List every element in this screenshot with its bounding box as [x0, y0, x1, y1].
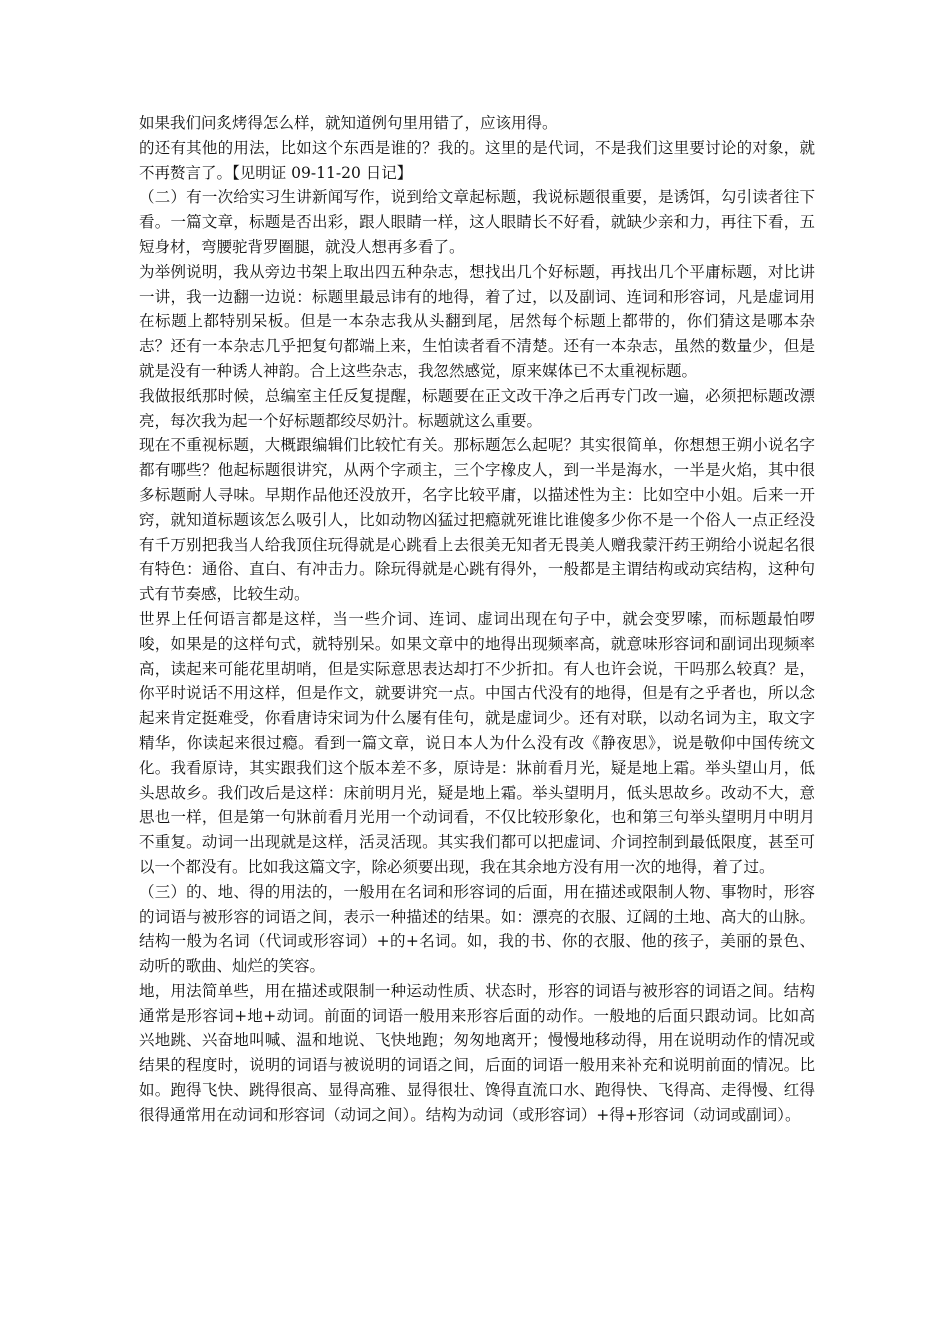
paragraph-section-two-intro: （二）有一次给实习生讲新闻写作，说到给文章起标题，我说标题很重要，是诱饵，勾引读者往下看。一篇文章，标题是否出彩，跟人眼睛一样，这人眼睛长不好看，就缺少亲和力，再往下看，五短身材，弯腰驼背罗圈腿，就没人想再多看了。 — [139, 188, 815, 256]
paragraph-other-usages: 的还有其他的用法，比如这个东西是谁的？我的。这里的是代词，不是我们这里要讨论的对象，就不再赘言了。【见明证 09-11-20 日记】 — [139, 138, 815, 182]
paragraph-di-and-de-usage: 地，用法简单些，用在描述或限制一种运动性质、状态时，形容的词语与被形容的词语之间。结构通常是形容词+地+动词。前面的词语一般用来形容后面的动作。一般地的后面只跟动词。比如高兴地跳、兴奋地叫喊、温和地说、飞快地跑；匆匆地离开；慢慢地移动得，用在说明动作的情况或结果的程度时，说明的词语与被说明的词语之间，后面的词语一般用来补充和说明前面的情况。比如。跑得飞快、跳得很高、显得高雅、显得很壮、馋得直流口水、跑得快、飞得高、走得慢、红得很得通常用在动词和形容词（动词之间）。结构为动词（或形容词）+得+形容词（动词或副词）。 — [139, 981, 815, 1124]
paragraph-grilled-usage: 如果我们问炙烤得怎么样，就知道例句里用错了，应该用得。 — [139, 114, 558, 132]
paragraph-function-words: 世界上任何语言都是这样，当一些介词、连词、虚词出现在句子中，就会变罗嗦，而标题最怕啰唆，如果是的这样句式，就特别呆。如果文章中的地得出现频率高，就意味形容词和副词出现频率高，读起来可能花里胡哨，但是实际意思表达却打不少折扣。有人也许会说，干吗那么较真？是，你平时说话不用这样，但是作文，就要讲究一点。中国古代没有的地得，但是有之乎者也，所以念起来肯定挺难受，你看唐诗宋词为什么屡有佳句，就是虚词少。还有对联，以动名词为主，取文字精华，你读起来很过瘾。看到一篇文章，说日本人为什么没有改《静夜思》，说是敬仰中国传统文化。我看原诗，其实跟我们这个版本差不多，原诗是：牀前看月光，疑是地上霜。举头望山月，低头思故乡。我们改后是这样：床前明月光，疑是地上霜。举头望明月，低头思故乡。改动不大，意思也一样，但是第一句牀前看月光用一个动词看，不仅比较形象化，也和第三句举头望明月中明月不重复。动词一出现就是这样，活灵活现。其实我们都可以把虚词、介词控制到最低限度，甚至可以一个都没有。比如我这篇文字，除必须要出现，我在其余地方没有用一次的地得，着了过。 — [139, 609, 815, 876]
paragraph-wang-shuo-titles: 现在不重视标题，大概跟编辑们比较忙有关。那标题怎么起呢？其实很简单，你想想王朔小说名字都有哪些？他起标题很讲究，从两个字顽主，三个字橡皮人，到一半是海水，一半是火焰，其中很多标题耐人寻味。早期作品他还没放开，名字比较平庸，以描述性为主：比如空中小姐。后来一开窍，就知道标题该怎么吸引人，比如动物凶猛过把瘾就死谁比谁傻多少你不是一个俗人一点正经没有千万别把我当人给我顶住玩得就是心跳看上去很美无知者无畏美人赠我蒙汗药王朔给小说起名很有特色：通俗、直白、有冲击力。除玩得就是心跳有得外，一般都是主谓结构或动宾结构，这种句式有节奏感，比较生动。 — [139, 436, 815, 604]
paragraph-newspaper-memory: 我做报纸那时候，总编室主任反复提醒，标题要在正文改干净之后再专门改一遍，必须把标题改漂亮，每次我为起一个好标题都绞尽奶汁。标题就这么重要。 — [139, 386, 815, 430]
document-body — [139, 111, 815, 1128]
paragraph-magazine-examples: 为举例说明，我从旁边书架上取出四五种杂志，想找出几个好标题，再找出几个平庸标题，对比讲一讲，我一边翻一边说：标题里最忌讳有的地得，着了过，以及副词、连词和形容词，凡是虚词用在标题上都特别呆板。但是一本杂志我从头翻到尾，居然每个标题上都带的，你们猜这是哪本杂志？还有一本杂志几乎把复句都端上来，生怕读者看不清楚。还有一本杂志，虽然的数量少，但是就是没有一种诱人神韵。合上这些杂志，我忽然感觉，原来媒体已不太重视标题。 — [139, 262, 815, 380]
paragraph-section-three-de: （三）的、地、得的用法的，一般用在名词和形容词的后面，用在描述或限制人物、事物时，形容的词语与被形容的词语之间，表示一种描述的结果。如：漂亮的衣服、辽阔的土地、高大的山脉。结构一般为名词（代词或形容词）+的+名词。如，我的书、你的衣服、他的孩子，美丽的景色、动听的歌曲、灿烂的笑容。 — [139, 882, 815, 976]
